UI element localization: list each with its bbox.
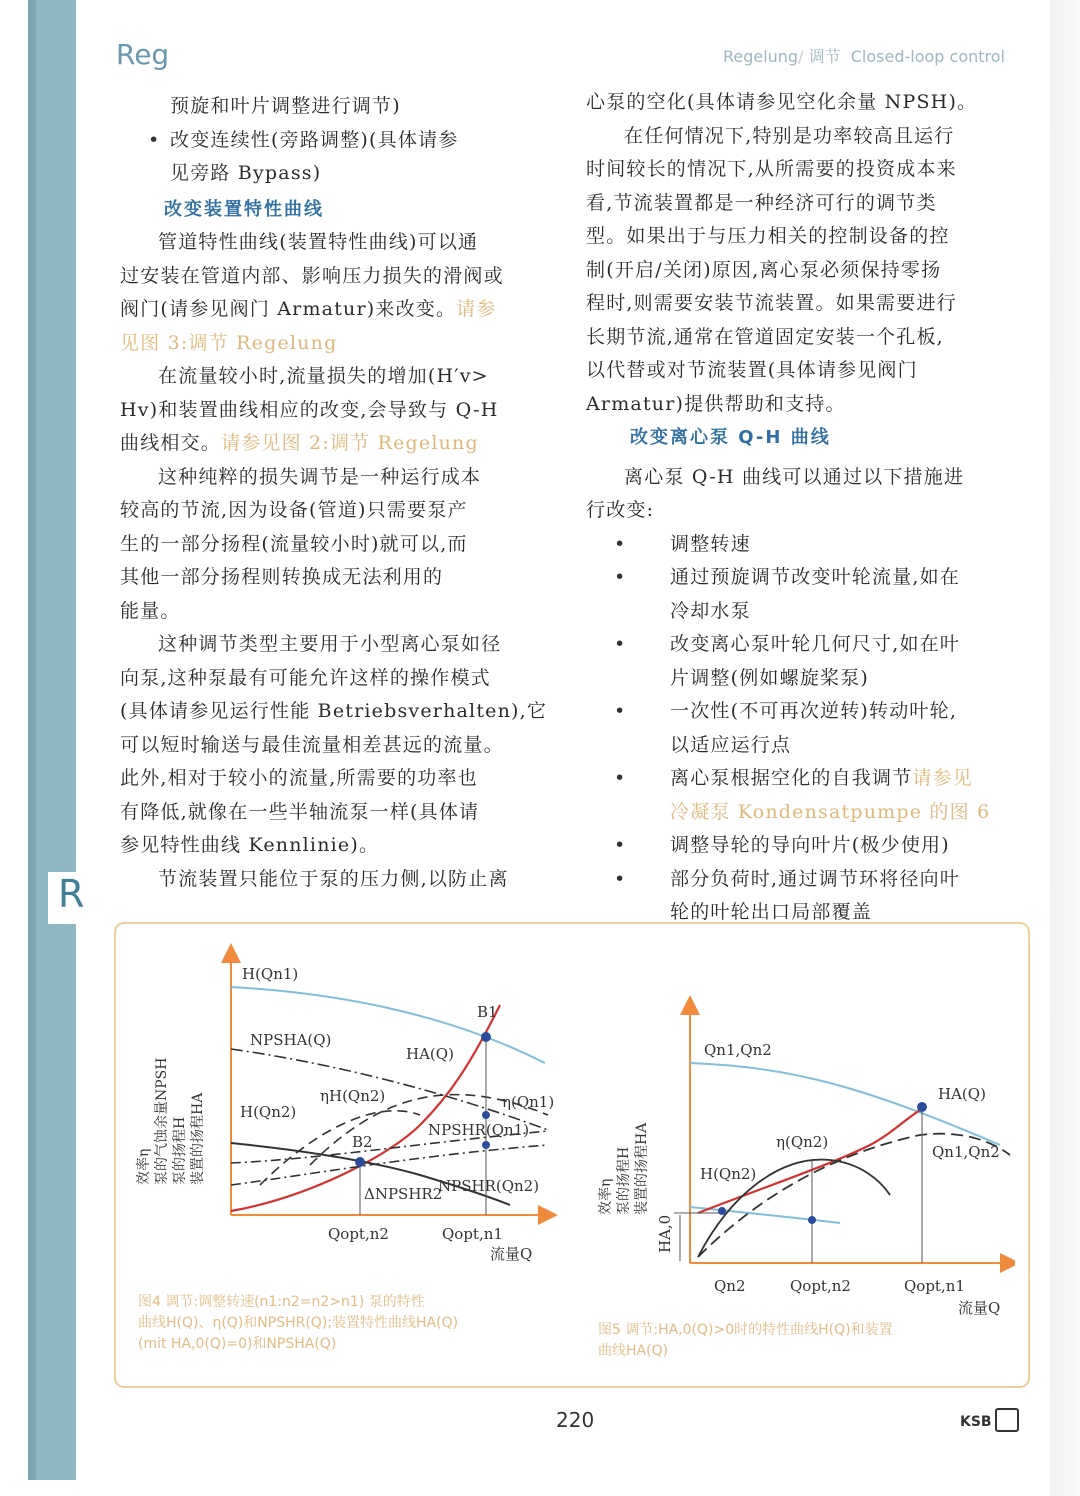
- figure-5-caption: [598, 1320, 1008, 1362]
- paragraph-text: 阀门(请参见阀门 Armatur)来改变。: [120, 298, 457, 320]
- label-qopt-n1: Qopt,n1: [442, 1225, 503, 1243]
- figure-4-diagram: [120, 935, 560, 1275]
- paragraph-line: 长期节流,通常在管道固定安装一个孔板,: [586, 325, 944, 348]
- paragraph-text: 曲线相交。: [120, 432, 222, 454]
- paragraph-line: 此外,相对于较小的流量,所需要的功率也: [120, 767, 478, 789]
- paragraph-line: 离心泵 Q-H 曲线可以通过以下措施进: [624, 465, 965, 488]
- pump-curve-n1: [231, 987, 545, 1063]
- text-line: 轮的叶轮出口局部覆盖: [670, 901, 873, 923]
- operating-point-n1: [917, 1102, 927, 1112]
- paragraph-line: 向泵,这种泵最有可能允许这样的操作模式: [120, 666, 491, 689]
- text-line: 以适应运行点: [670, 733, 792, 756]
- section-heading: 改变装置特性曲线: [164, 198, 324, 220]
- label-npsha: NPSHA(Q): [250, 1031, 332, 1049]
- side-index-letter: R: [48, 872, 104, 924]
- header-section: Reg: [116, 38, 170, 71]
- label-ha0: HA,0: [656, 1214, 674, 1253]
- right-column: [586, 86, 1014, 930]
- label-eta-h-n2: ηH(Qn2): [320, 1087, 386, 1105]
- paragraph-line: 看,节流装置都是一种经济可行的调节类: [586, 191, 937, 214]
- header-title-cn: 调节: [808, 47, 841, 66]
- paragraph-line: (具体请参见运行性能 Betriebsverhalten),它: [120, 700, 548, 722]
- bullet-item: • 通过预旋调节改变叶轮流量,如在: [586, 561, 1014, 595]
- label-npshr-n1: NPSHR(Qn1): [428, 1121, 530, 1139]
- text-line: 预旋和叶片调整进行调节): [170, 95, 401, 117]
- bullet-item: [586, 762, 1014, 796]
- y-label-efficiency: 效率η: [136, 1148, 152, 1185]
- bullet-item: • 部分负荷时,通过调节环将径向叶: [586, 863, 1014, 897]
- paragraph-line: 心泵的空化(具体请参见空化余量 NPSH)。: [586, 91, 978, 113]
- paragraph-line: 以代替或对节流装置(具体请参见阀门: [586, 359, 918, 381]
- logo-text: KSB: [960, 1414, 992, 1430]
- side-tab-bar-shade: [28, 0, 36, 1480]
- label-q-top: Qn1,Qn2: [704, 1041, 772, 1059]
- paragraph-line: 在流量较小时,流量损失的增加(H′v>: [158, 365, 489, 387]
- logo-mark-icon: [995, 1408, 1019, 1432]
- header-title-de: Regelung: [722, 47, 799, 66]
- ksb-logo: [960, 1408, 1019, 1432]
- caption-line: 图4 调节:调整转速(n1:n2=n2>n1) 泵的特性: [138, 1294, 425, 1310]
- caption-line: 图5 调节:HA,0(Q)>0时的特性曲线H(Q)和装置: [598, 1322, 893, 1338]
- label-b2: B2: [352, 1133, 373, 1151]
- point-npshr-n1: [482, 1141, 490, 1149]
- paragraph-line: 管道特性曲线(装置特性曲线)可以通: [158, 231, 479, 253]
- caption-line: 曲线HA(Q): [598, 1343, 669, 1359]
- text-line: 冷却水泵: [670, 599, 751, 622]
- paragraph-line: 这种纯粹的损失调节是一种运行成本: [158, 465, 482, 488]
- cross-reference: 见图 3:调节 Regelung: [120, 331, 338, 354]
- label-q-right: Qn1,Qn2: [932, 1143, 1000, 1161]
- paragraph-line: 这种调节类型主要用于小型离心泵如径: [158, 633, 502, 655]
- page-number: 220: [556, 1408, 595, 1432]
- running-header: Regelung/ 调节 Closed-loop control: [722, 47, 1005, 66]
- paragraph-line: 可以短时输送与最佳流量相差甚远的流量。: [120, 733, 504, 756]
- label-h-qn2: H(Qn2): [700, 1165, 757, 1183]
- label-ha: HA(Q): [938, 1085, 986, 1103]
- y-axis-labels: [136, 1058, 206, 1185]
- label-ha: HA(Q): [406, 1045, 454, 1063]
- paragraph-line: Hv)和装置曲线相应的改变,会导致与 Q-H: [120, 398, 499, 421]
- label-qopt-n2: Qopt,n2: [328, 1225, 389, 1243]
- left-column: [120, 90, 550, 896]
- caption-line: (mit HA,0(Q)=0)和NPSHA(Q): [138, 1336, 337, 1352]
- point-qopt-n2: [808, 1216, 816, 1224]
- bullet-item: • 调整导轮的导向叶片(极少使用): [586, 829, 1014, 863]
- text-line: 见旁路 Bypass): [170, 162, 322, 184]
- x-axis-label: 流量Q: [958, 1299, 1001, 1317]
- pump-curve-n2: [690, 1207, 840, 1223]
- y-label-efficiency: 效率η: [598, 1178, 614, 1215]
- label-eta-n1: η(Qn1): [502, 1093, 555, 1111]
- section-heading: 改变离心泵 Q-H 曲线: [630, 427, 831, 448]
- cross-reference: 冷凝泵 Kondensatpumpe 的图 6: [670, 800, 991, 823]
- paragraph-line: 制(开启/关闭)原因,离心泵必须保持零扬: [586, 258, 942, 281]
- y-label-system-head: 装置的扬程HA: [634, 1122, 650, 1215]
- figure-5-diagram: [590, 995, 1015, 1325]
- bullet-item: • 一次性(不可再次逆转)转动叶轮,: [586, 695, 1014, 729]
- figure-4-caption: [138, 1292, 558, 1355]
- x-axis-label: 流量Q: [490, 1245, 533, 1263]
- label-qn2: Qn2: [714, 1277, 746, 1295]
- paragraph-line: Armatur)提供帮助和支持。: [586, 392, 846, 415]
- label-qopt-n1: Qopt,n1: [904, 1277, 965, 1295]
- label-h-qn1: H(Qn1): [242, 965, 299, 983]
- label-b1: B1: [477, 1003, 498, 1021]
- header-title-en: Closed-loop control: [850, 47, 1005, 66]
- cross-reference: 请参见图 2:调节 Regelung: [221, 432, 479, 454]
- paragraph-line: 行改变:: [586, 499, 655, 521]
- cross-reference: 请参见: [912, 767, 974, 789]
- paragraph-line: [120, 427, 550, 461]
- text-line: 片调整(例如螺旋桨泵): [670, 666, 870, 689]
- operating-point-b1: [481, 1032, 491, 1042]
- y-label-npsh: 泵的气蚀余量NPSH: [154, 1057, 170, 1185]
- cross-reference: 请参: [456, 298, 497, 320]
- label-h-qn2: H(Qn2): [240, 1103, 297, 1121]
- paragraph-line: 在任何情况下,特别是功率较高且运行: [624, 124, 955, 147]
- operating-point-b2: [355, 1157, 365, 1167]
- paragraph-line: 参见特性曲线 Kennlinie)。: [120, 834, 380, 856]
- y-label-pump-head: 泵的扬程H: [172, 1116, 188, 1185]
- bullet-item: • 调整转速: [586, 528, 1014, 562]
- label-npshr-n2: NPSHR(Qn2): [438, 1177, 540, 1195]
- paragraph-line: [120, 293, 550, 327]
- label-eta-n2: η(Qn2): [776, 1133, 829, 1151]
- paragraph-line: 程时,则需要安装节流装置。如果需要进行: [586, 292, 957, 314]
- paragraph-line: 能量。: [120, 599, 181, 622]
- paragraph-line: 节流装置只能位于泵的压力侧,以防止离: [158, 867, 509, 890]
- paragraph-line: 时间较长的情况下,从所需要的投资成本来: [586, 158, 957, 180]
- y-label-pump-head: 泵的扬程H: [616, 1146, 632, 1215]
- bullet-item: • 改变离心泵叶轮几何尺寸,如在叶: [586, 628, 1014, 662]
- paragraph-line: 有降低,就像在一些半轴流泵一样(具体请: [120, 800, 480, 823]
- pump-curve-n1: [690, 1063, 1000, 1145]
- paragraph-line: 其他一部分扬程则转换成无法利用的: [120, 566, 444, 588]
- y-label-system-head: 装置的扬程HA: [190, 1092, 206, 1185]
- label-delta-npsh: ΔNPSHR2: [364, 1185, 443, 1203]
- label-qopt-n2: Qopt,n2: [790, 1277, 851, 1295]
- point-eta-n1: [482, 1111, 490, 1119]
- paragraph-line: 生的一部分扬程(流量较小时)就可以,而: [120, 532, 468, 555]
- caption-line: 曲线H(Q)、η(Q)和NPSHR(Q);装置特性曲线HA(Q): [138, 1315, 459, 1331]
- intersection-point-n2: [718, 1207, 726, 1215]
- page-edge-shadow: [1050, 0, 1080, 1496]
- paragraph-line: 型。如果出于与压力相关的控制设备的控: [586, 225, 950, 247]
- bullet-text: 离心泵根据空化的自我调节: [670, 767, 913, 789]
- paragraph-line: 过安装在管道内部、影响压力损失的滑阀或: [120, 264, 504, 287]
- paragraph-line: 较高的节流,因为设备(管道)只需要泵产: [120, 499, 468, 521]
- bullet-item: • 改变连续性(旁路调整)(具体请参: [120, 124, 550, 158]
